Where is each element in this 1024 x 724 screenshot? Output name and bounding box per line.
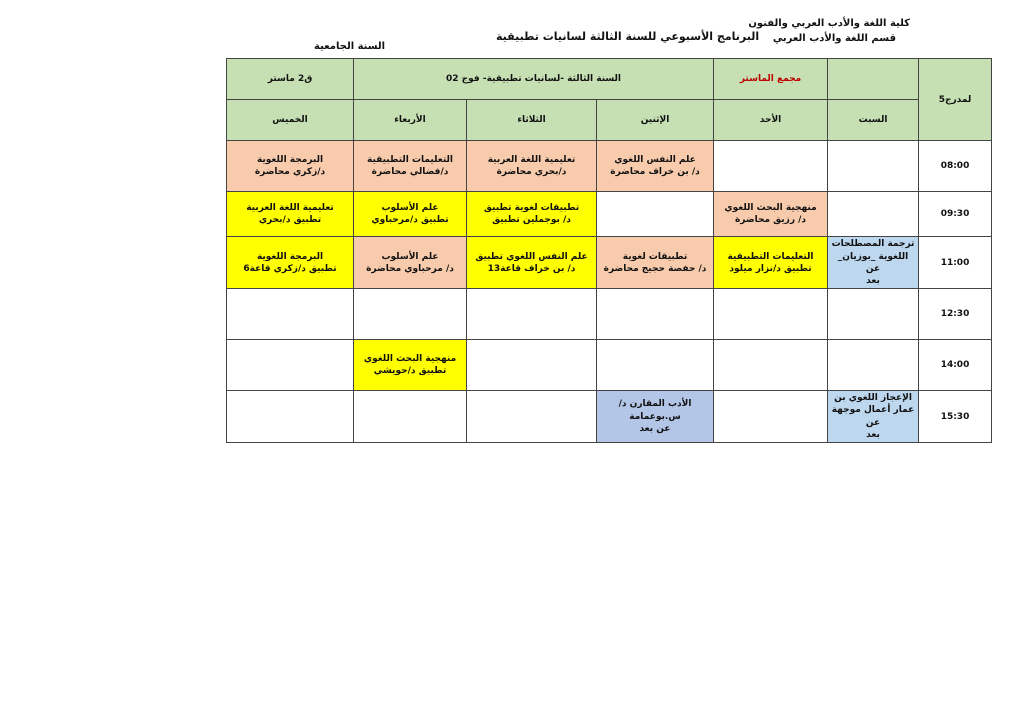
course-name: منهجية البحث اللغوي <box>724 203 817 214</box>
slot-cell <box>467 192 597 237</box>
slot-empty <box>227 289 354 340</box>
slot-cell <box>227 141 354 192</box>
course-detail: د/ بن خراف قاعة13 <box>487 263 576 274</box>
time-cell: 12:30 <box>919 289 992 340</box>
slot-cell <box>714 237 828 289</box>
level-room-cell: ق2 ماستر <box>227 59 354 100</box>
course-name: التعليمات التطبيقية <box>727 251 814 262</box>
course-name: تعليمية اللغة العربية <box>246 203 334 214</box>
course-detail: د/ رزيق محاضرة <box>734 215 807 226</box>
time-cell: 08:00 <box>919 141 992 192</box>
days-row <box>227 100 992 141</box>
course-detail: د/ حفصة حجيج محاضرة <box>603 263 707 274</box>
course-detail: د/ بن خراف محاضرة <box>610 167 700 178</box>
slot-cell <box>828 391 919 443</box>
slot-empty <box>828 289 919 340</box>
slot-cell <box>467 141 597 192</box>
day-thursday: الخميس <box>227 100 354 141</box>
slot-cell <box>227 192 354 237</box>
course-name: تطبيقات لغوية <box>622 251 688 262</box>
course-name: علم الأسلوب <box>381 251 439 262</box>
header-row <box>227 59 992 100</box>
slot-cell <box>354 340 467 391</box>
course-detail: عمار أعمال موجهة عن <box>831 405 915 428</box>
schedule-table-wrapper <box>226 58 991 443</box>
course-detail: د/ بوجملين تطبيق <box>492 215 571 226</box>
course-detail: بعد <box>866 429 880 440</box>
time-row-0930 <box>227 192 992 237</box>
time-cell: 11:00 <box>919 237 992 289</box>
course-name: التعليمات التطبيقية <box>366 155 454 166</box>
faculty-name: كلية اللغة والأدب العربي والفنون <box>748 18 910 29</box>
course-detail: بعد <box>866 275 880 286</box>
course-name: تعليمية اللغة العربية <box>487 155 576 166</box>
day-saturday: السبت <box>828 100 919 141</box>
day-sunday: الأحد <box>714 100 828 141</box>
slot-empty <box>597 340 714 391</box>
slot-empty <box>597 289 714 340</box>
slot-cell <box>227 237 354 289</box>
time-cell: 09:30 <box>919 192 992 237</box>
department-name: قسم اللغة والأدب العربي <box>772 33 896 44</box>
time-row-1400 <box>227 340 992 391</box>
slot-empty <box>467 340 597 391</box>
slot-empty <box>227 340 354 391</box>
course-name: علم النفس اللغوي تطبيق <box>475 251 588 262</box>
course-detail: عن بعد <box>639 423 671 434</box>
slot-empty <box>714 340 828 391</box>
master-hall-cell: مجمع الماستر <box>714 59 828 100</box>
slot-cell <box>714 192 828 237</box>
room-cell: لمدرج5 <box>919 59 992 141</box>
slot-cell <box>597 391 714 443</box>
day-monday: الإثنين <box>597 100 714 141</box>
course-detail: د/زكري محاضرة <box>254 167 326 178</box>
slot-empty <box>597 192 714 237</box>
slot-empty <box>467 391 597 443</box>
time-cell: 15:30 <box>919 391 992 443</box>
slot-empty <box>714 141 828 192</box>
slot-empty <box>227 391 354 443</box>
slot-empty <box>467 289 597 340</box>
course-name: علم الأسلوب <box>381 203 439 214</box>
time-row-1530 <box>227 391 992 443</box>
day-tuesday: الثلاثاء <box>467 100 597 141</box>
slot-empty <box>714 391 828 443</box>
section-title-cell: السنة الثالثة -لسانيات تطبيقية- فوج 02 <box>354 59 714 100</box>
time-row-1100 <box>227 237 992 289</box>
time-cell: 14:00 <box>919 340 992 391</box>
slot-cell <box>828 237 919 289</box>
course-detail: تطبيق د/زكري قاعة6 <box>243 263 337 274</box>
slot-cell <box>597 237 714 289</box>
program-title: البرنامج الأسبوعي للسنة الثالثة لسانيات تطبيقية <box>496 30 760 43</box>
slot-empty <box>354 289 467 340</box>
time-row-1230 <box>227 289 992 340</box>
course-name: الإعجاز اللغوي بن <box>834 393 912 404</box>
academic-year-label: السنة الجامعية <box>314 41 386 52</box>
course-detail: اللغوية _بوزيان_ عن <box>837 251 909 274</box>
slot-cell <box>354 141 467 192</box>
slot-empty <box>828 141 919 192</box>
course-name: تطبيقات لغوية تطبيق <box>483 203 580 214</box>
day-wednesday: الأربعاء <box>354 100 467 141</box>
slot-empty <box>354 391 467 443</box>
course-name: البرمجة اللغوية <box>256 155 324 166</box>
slot-empty <box>828 192 919 237</box>
course-name: الأدب المقارن د/س.بوعمامة <box>618 399 692 422</box>
slot-empty <box>828 340 919 391</box>
blank-header-cell <box>828 59 919 100</box>
slot-cell <box>354 237 467 289</box>
course-detail: د/ مرحباوي محاضرة <box>366 263 454 274</box>
course-name: منهجية البحث اللغوي <box>363 354 457 365</box>
time-row-0800 <box>227 141 992 192</box>
slot-cell <box>467 237 597 289</box>
course-detail: تطبيق د/حويشي <box>373 366 447 377</box>
slot-cell <box>354 192 467 237</box>
course-detail: تطبيق د/بحري <box>258 215 322 226</box>
slot-empty <box>714 289 828 340</box>
course-name: البرمجة اللغوية <box>256 251 324 262</box>
slot-cell <box>597 141 714 192</box>
course-detail: د/بحري محاضرة <box>496 167 567 178</box>
course-detail: تطبيق د/نزار ميلود <box>729 263 812 274</box>
course-name: ترجمة المصطلحات <box>831 239 915 250</box>
course-name: علم النفس اللغوي <box>614 155 696 166</box>
schedule-table <box>226 58 992 443</box>
course-detail: د/فضالي محاضرة <box>371 167 449 178</box>
course-detail: تطبيق د/مرحباوي <box>371 215 449 226</box>
